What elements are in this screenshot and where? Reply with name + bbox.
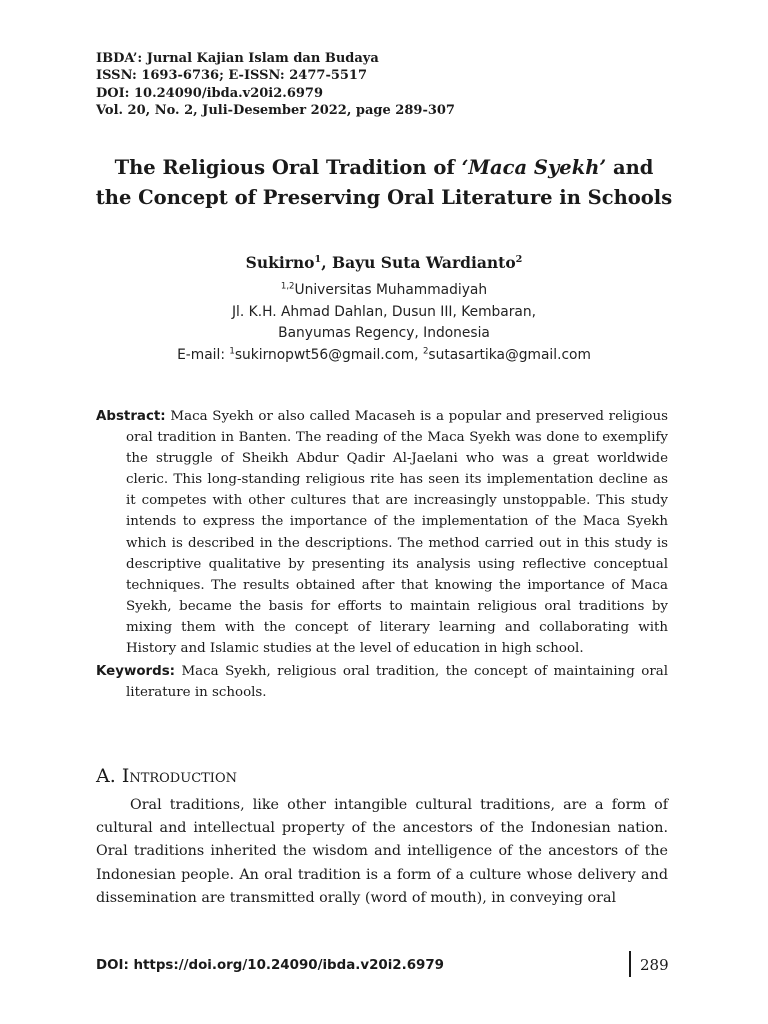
paper-title <box>0 153 768 213</box>
journal-issn: ISSN: 1693-6736; E-ISSN: 2477-5517 <box>96 68 368 84</box>
author-list <box>0 253 768 273</box>
affiliation-address-2: Banyumas Regency, Indonesia <box>278 325 490 342</box>
keywords-label: Keywords: <box>96 664 176 680</box>
abstract-text: Maca Syekh or also called Macaseh is a popular and preserved religious oral tradition in Banten. The reading of the Maca Syekh was done to exemplify the struggle of Sheikh Abdur Qadir Al-Jaelani who was a great worldwide cleric. This long-standing religious rite has seen its implementation decline as it competes with other cultures that are increasingly unstoppable. This study intends to express the importance of the implementation of the Maca Syekh which is described in the descriptions. The method carried out in this study is descriptive qualitative by presenting its analysis using reflective conceptual techniques. The results obtained after that knowing the importance of Maca Syekh, became the basis for efforts to maintain religious oral traditions by mixing them with the concept of literary learning and collaborating with History and Islamic studies at the level of education in high school. <box>126 409 668 657</box>
keywords-text: Maca Syekh, religious oral tradition, the concept of maintaining oral literature in schools. <box>126 664 668 701</box>
author-name: Sukirno <box>245 253 315 272</box>
journal-name: IBDA’: Jurnal Kajian Islam dan Budaya <box>96 51 379 66</box>
title-line-2: the Concept of Preserving Oral Literature in Schools <box>95 186 673 209</box>
affiliation-block <box>0 280 768 366</box>
abstract-block <box>96 406 668 703</box>
author-affiliation-marker: 1 <box>314 253 322 265</box>
title-text-end: and <box>606 156 654 179</box>
section-heading <box>96 764 237 788</box>
footer-doi-link[interactable]: DOI: https://doi.org/10.24090/ibda.v20i2.6979 <box>96 958 444 973</box>
email-link[interactable]: sutasartika@gmail.com <box>428 346 591 363</box>
section-letter: A. <box>96 765 116 787</box>
email-label: E-mail: <box>177 346 230 363</box>
email-link[interactable]: sukirnopwt56@gmail.com, <box>234 346 423 363</box>
affiliation-university <box>0 280 768 302</box>
body-text <box>96 794 668 910</box>
article-doi: DOI: 10.24090/ibda.v20i2.6979 <box>96 85 323 101</box>
page-number: 289 <box>640 956 669 974</box>
affiliation-marker: 1,2 <box>280 281 295 292</box>
affiliation-address-1: Jl. K.H. Ahmad Dahlan, Dusun III, Kembaran, <box>231 303 537 320</box>
footer-divider <box>629 951 631 977</box>
title-line-1 <box>0 153 768 183</box>
abstract-paragraph <box>96 406 668 659</box>
title-text: The Religious Oral Tradition of <box>114 156 462 179</box>
author-separator: , <box>321 253 332 272</box>
body-paragraph: Oral traditions, like other intangible cultural traditions, are a form of cultural and intellectual property of the ancestors of the Indonesian nation. Oral traditions inherited the wisdom and intelligence of the ancestors of the Indonesian people. An oral tradition is a form of a culture whose delivery and dissemination are transmitted orally (word of mouth), in conveying oral <box>96 797 668 906</box>
affiliation-emails <box>0 345 768 367</box>
journal-header <box>96 50 455 119</box>
email-marker: 2 <box>422 346 429 357</box>
abstract-label: Abstract: <box>96 409 166 424</box>
author-name: Bayu Suta Wardianto <box>331 253 516 272</box>
email-marker: 1 <box>229 346 235 357</box>
university-name: Universitas Muhammadiyah <box>294 282 488 298</box>
journal-volume: Vol. 20, No. 2, Juli-Desember 2022, page 289-307 <box>96 102 455 118</box>
title-italic-term: ‘Maca Syekh’ <box>461 156 607 179</box>
author-affiliation-marker: 2 <box>515 253 523 265</box>
keywords-paragraph <box>96 661 668 703</box>
section-title: Introduction <box>121 765 237 787</box>
